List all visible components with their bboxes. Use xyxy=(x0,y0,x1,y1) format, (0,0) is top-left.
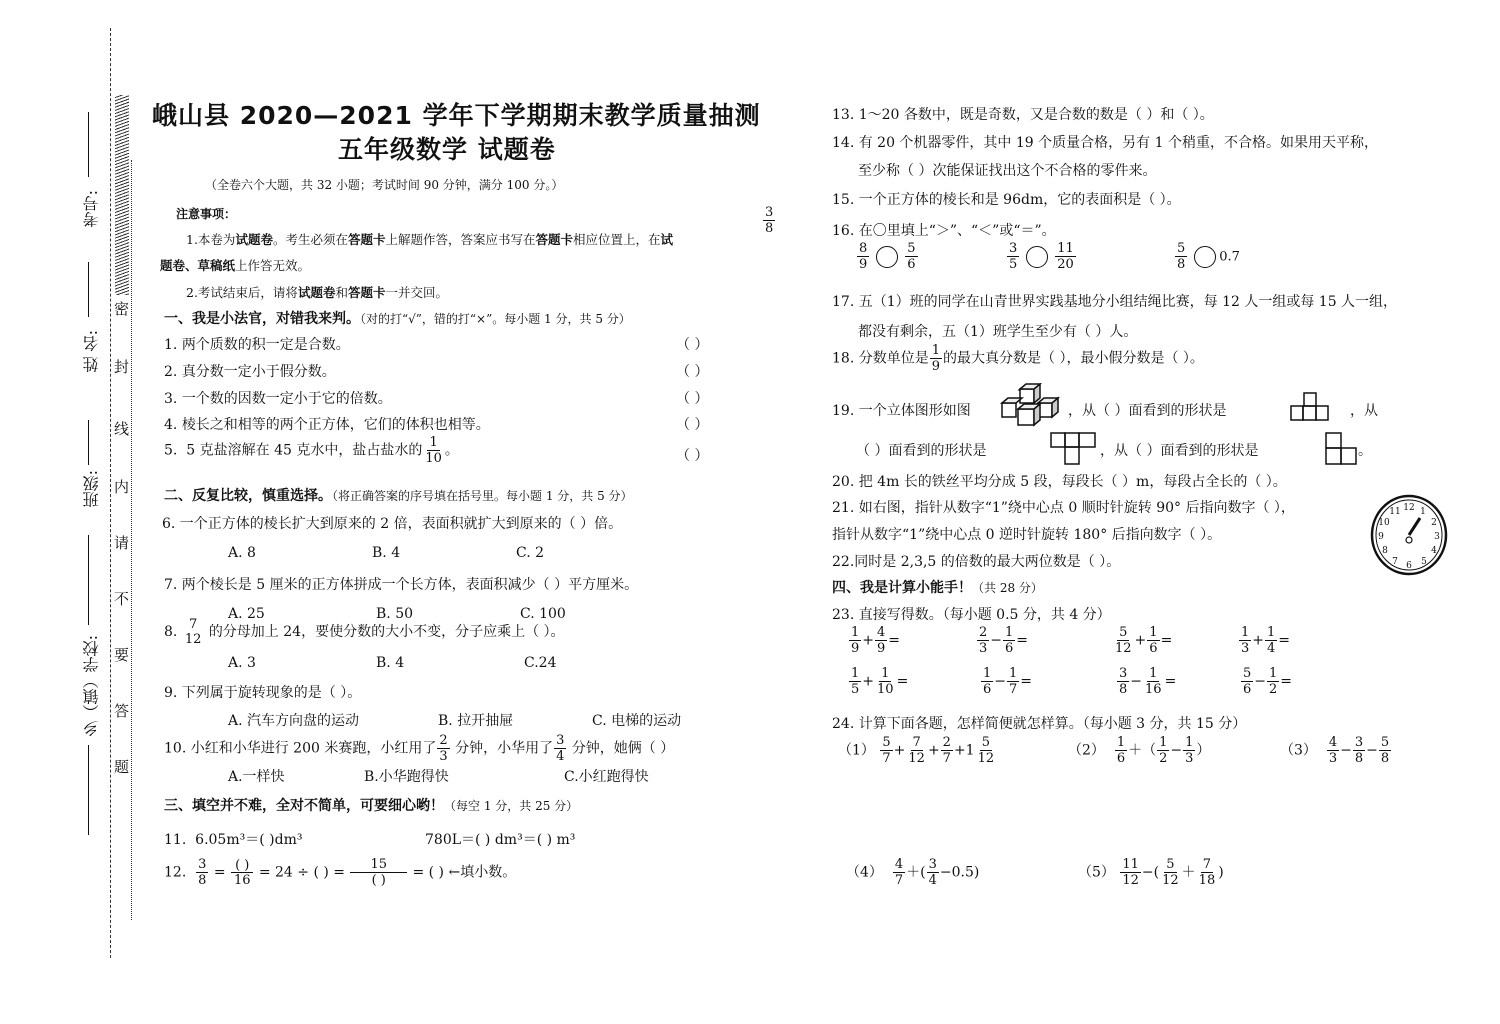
top-view-shape-icon xyxy=(1050,432,1098,466)
q19-part-b: ，从（ ）面看到的形状是 xyxy=(1068,403,1227,419)
svg-text:5: 5 xyxy=(1421,557,1427,567)
q2: 2. 真分数一定小于假分数。 xyxy=(164,364,336,380)
front-view-shape-icon xyxy=(1290,392,1330,422)
q23-item-4[interactable]: $\frac{1}{3}$ + $\frac{1}{4}$ = xyxy=(1241,625,1291,656)
exam-info: （全卷六个大题，共 32 小题；考试时间 90 分钟，满分 100 分。） xyxy=(205,178,564,192)
q8-option-c[interactable]: C.24 xyxy=(524,655,557,671)
field-exam-number-label: 考号: xyxy=(82,190,101,228)
field-school-label: 乡（镇）学校: xyxy=(82,635,101,737)
q9-option-c[interactable]: C. 电梯的运动 xyxy=(592,713,682,729)
q21-cont: 指针从数字“1”绕中心点 0 逆时针旋转 180° 后指向数字（ ）。 xyxy=(832,527,1222,543)
seal-text-2: 线 xyxy=(114,420,130,438)
q19: 19. 一个立体图形如图 xyxy=(832,403,971,419)
q8-option-b[interactable]: B. 4 xyxy=(376,655,405,671)
q7-option-c[interactable]: C. 100 xyxy=(520,606,566,622)
q16: 16. 在〇里填上“＞”、“＜”或“＝”。 xyxy=(832,223,1056,239)
compare-circle[interactable] xyxy=(1194,246,1216,268)
section1-heading: 一、我是小法官，对错我来判。（对的打“√”，错的打“×”。每小题 1 分，共 5 分） xyxy=(164,311,631,327)
q6-option-b[interactable]: B. 4 xyxy=(372,545,401,561)
svg-text:6: 6 xyxy=(1406,561,1412,571)
clock-icon xyxy=(1370,494,1448,576)
q5-answer-blank[interactable]: （ ） xyxy=(676,448,709,464)
q14: 14. 有 20 个机器零件，其中 19 个质量合格，另有 1 个稍重，不合格。如果用天平称， xyxy=(832,135,1378,151)
q6-option-a[interactable]: A. 8 xyxy=(228,545,256,561)
q9-option-b[interactable]: B. 拉开抽屉 xyxy=(438,713,514,729)
svg-text:11: 11 xyxy=(1389,507,1401,517)
svg-text:1: 1 xyxy=(1420,507,1426,517)
q3-answer-blank[interactable]: （ ） xyxy=(676,391,709,407)
q10: 10. 小红和小华进行 200 米赛跑，小红用了 $\frac{2}{3}$ 分钟，小华用了 $\frac{3}{4}$ 分钟，她俩（ ） xyxy=(164,733,675,764)
stray-fraction: $\frac{3}{8}$ xyxy=(765,205,774,236)
field-school-line[interactable] xyxy=(88,535,89,625)
q6: 6. 一个正方体的棱长扩大到原来的 2 倍，表面积就扩大到原来的（ ）倍。 xyxy=(162,516,623,532)
compare-circle[interactable] xyxy=(1026,246,1048,268)
q9-option-a[interactable]: A. 汽车方向盘的运动 xyxy=(228,713,360,729)
q16-compare-3: $\frac{5}{8}$ 0.7 xyxy=(1177,241,1240,272)
q4-answer-blank[interactable]: （ ） xyxy=(676,417,709,433)
seal-text-1: 封 xyxy=(114,358,130,376)
q15: 15. 一个正方体的棱长和是 96dm，它的表面积是（ ）。 xyxy=(832,192,1181,208)
svg-text:8: 8 xyxy=(1382,546,1388,556)
seal-text-0: 密 xyxy=(114,300,130,318)
q7-option-b[interactable]: B. 50 xyxy=(376,606,414,622)
svg-text:12: 12 xyxy=(1403,503,1415,513)
cube-figure-icon xyxy=(998,383,1062,427)
section4-heading: 四、我是计算小能手！（共 28 分） xyxy=(832,580,1043,596)
field-name-label: 姓 名: xyxy=(82,330,101,373)
seal-text-5: 不 xyxy=(114,590,130,608)
q23-item-2[interactable]: $\frac{2}{3}$ − $\frac{1}{6}$ = xyxy=(979,625,1029,656)
seal-text-8: 题 xyxy=(114,758,130,776)
q19-part-c: ，从 xyxy=(1350,403,1378,419)
section2-heading: 二、反复比较，慎重选择。（将正确答案的序号填在括号里。每小题 1 分，共 5 分） xyxy=(164,488,633,504)
q5: 5. 5 克盐溶解在 45 克水中，盐占盐水的 $\frac{1}{10}$ 。 xyxy=(164,435,459,466)
svg-text:3: 3 xyxy=(1434,532,1440,542)
q16-compare-1: $\frac{8}{9}$ $\frac{5}{6}$ xyxy=(859,241,916,272)
q1-answer-blank[interactable]: （ ） xyxy=(676,337,709,353)
compare-circle[interactable] xyxy=(876,246,898,268)
q23-item-8[interactable]: $\frac{5}{6}$ − $\frac{1}{2}$ = xyxy=(1243,666,1293,697)
q24-item-2[interactable]: （2） $\frac{1}{6}$ ＋（ $\frac{1}{2}$ − $\frac{1}{3}$ ） xyxy=(1068,735,1211,766)
q11-part-b: 780L＝( ) dm³＝( ) m³ xyxy=(425,832,576,848)
q24-item-1[interactable]: （1） $\frac{5}{7}$ + $\frac{7}{12}$ + $\frac{2}{7}$ +1 $\frac{5}{12}$ xyxy=(838,735,995,766)
q6-option-c[interactable]: C. 2 xyxy=(516,545,545,561)
q1: 1. 两个质数的积一定是合数。 xyxy=(164,337,350,353)
q16-compare-2: $\frac{3}{5}$ $\frac{11}{20}$ xyxy=(1009,241,1074,272)
svg-text:9: 9 xyxy=(1378,532,1384,542)
q24-item-4[interactable]: （4） $\frac{4}{7}$ ＋( $\frac{3}{4}$ −0.5) xyxy=(846,857,980,888)
q7-option-a[interactable]: A. 25 xyxy=(228,606,265,622)
q23-item-5[interactable]: $\frac{1}{5}$ + $\frac{1}{10}$ = xyxy=(851,666,909,697)
q2-answer-blank[interactable]: （ ） xyxy=(676,364,709,380)
notice-label: 注意事项： xyxy=(176,207,237,221)
q13: 13. 1～20 各数中，既是奇数，又是合数的数是（ ）和（ ）。 xyxy=(832,107,1214,123)
q3: 3. 一个数的因数一定小于它的倍数。 xyxy=(164,391,392,407)
exam-title: 峨山县 2020—2021 学年下学期期末教学质量抽测 xyxy=(152,101,761,130)
seal-text-6: 要 xyxy=(114,646,130,664)
field-class-label: 班级: xyxy=(82,470,101,508)
q23-item-3[interactable]: $\frac{5}{12}$ + $\frac{1}{6}$ = xyxy=(1115,625,1173,656)
q24-item-3[interactable]: （3） $\frac{4}{3}$ − $\frac{3}{8}$ − $\frac{5}{8}$ xyxy=(1280,735,1390,766)
q8: 8. 7 12 的分母加上 24，要使分数的大小不变，分子应乘上（ ）。 xyxy=(164,617,565,647)
exam-subtitle: 五年级数学 试题卷 xyxy=(338,135,556,164)
q12: 12. $\frac{3}{8}$ = $\frac{( )}{16}$ = 24 ÷ ( ) = $\frac{15}{( )}$ = ( ) ←填小数。 xyxy=(164,857,517,888)
q19-part-e: ，从（ ）面看到的形状是 xyxy=(1100,443,1259,459)
q21: 21. 如右图，指针从数字“1”绕中心点 0 顺时针旋转 90° 后指向数字（ ）， xyxy=(832,500,1295,516)
svg-text:10: 10 xyxy=(1378,518,1390,528)
q17: 17. 五（1）班的同学在山青世界实践基地分小组结绳比赛，每 12 人一组或每 15 人一组， xyxy=(832,294,1398,310)
fold-line-inner xyxy=(131,160,132,920)
hatch-strip xyxy=(115,95,129,295)
notice-1: 1.本卷为试题卷。考生必须在答题卡上解题作答，答案应书写在答题卡相应位置上，在试 xyxy=(186,232,674,247)
field-exam-number-line[interactable] xyxy=(88,112,89,177)
q24-item-5[interactable]: （5） $\frac{11}{12}$ −( $\frac{5}{12}$ ＋ $\frac{7}{18}$ ) xyxy=(1078,857,1224,888)
q7: 7. 两个棱长是 5 厘米的正方体拼成一个长方体，表面积减少（ ）平方厘米。 xyxy=(164,577,639,593)
q19-part-f: 。 xyxy=(1358,443,1372,459)
q14-cont: 至少称（ ）次能保证找出这个不合格的零件来。 xyxy=(858,163,1157,179)
q22: 22.同时是 2,3,5 的倍数的最大两位数是（ ）。 xyxy=(832,554,1121,570)
field-class-line[interactable] xyxy=(88,420,89,465)
seal-text-7: 答 xyxy=(114,702,130,720)
q4: 4. 棱长之和相等的两个正方体，它们的体积也相等。 xyxy=(164,417,490,433)
q24: 24. 计算下面各题，怎样简便就怎样算。（每小题 3 分，共 15 分） xyxy=(832,716,1247,732)
q23: 23. 直接写得数。（每小题 0.5 分，共 4 分） xyxy=(832,607,1111,623)
q10-option-b[interactable]: B.小华跑得快 xyxy=(364,769,449,785)
field-township-line[interactable] xyxy=(88,745,89,835)
q11: 11. 6.05m³＝( )dm³ xyxy=(164,832,303,848)
q23-item-1[interactable]: $\frac{1}{9}$ + $\frac{4}{9}$ = xyxy=(851,625,901,656)
q20: 20. 把 4m 长的铁丝平均分成 5 段，每段长（ ）m，每段占全长的（ ）。 xyxy=(832,474,1287,490)
side-view-shape-icon xyxy=(1325,432,1359,466)
seal-text-3: 内 xyxy=(114,478,130,496)
svg-text:7: 7 xyxy=(1392,557,1398,567)
q9: 9. 下列属于旋转现象的是（ ）。 xyxy=(164,685,362,701)
svg-text:4: 4 xyxy=(1431,546,1437,556)
q17-cont: 都没有剩余，五（1）班学生至少有（ ）人。 xyxy=(858,324,1138,340)
section3-heading: 三、填空并不难，全对不简单，可要细心哟！（每空 1 分，共 25 分） xyxy=(164,798,579,814)
fold-line-outer xyxy=(110,28,111,958)
q19-part-d: （ ）面看到的形状是 xyxy=(856,443,987,459)
q10-option-a[interactable]: A.一样快 xyxy=(228,769,285,785)
q8-option-a[interactable]: A. 3 xyxy=(228,655,256,671)
q10-option-c[interactable]: C.小红跑得快 xyxy=(564,769,649,785)
field-name-line[interactable] xyxy=(88,262,89,317)
q23-item-6[interactable]: $\frac{1}{6}$ − $\frac{1}{7}$ = xyxy=(983,666,1033,697)
notice-1-cont: 题卷、草稿纸上作答无效。 xyxy=(160,258,311,273)
notice-2: 2.考试结束后，请将试题卷和答题卡一并交回。 xyxy=(186,285,448,300)
q23-item-7[interactable]: $\frac{3}{8}$ − $\frac{1}{16}$ = xyxy=(1119,666,1177,697)
svg-text:2: 2 xyxy=(1431,518,1437,528)
seal-text-4: 请 xyxy=(114,534,130,552)
q18: 18. 分数单位是 $\frac{1}{9}$ 的最大真分数是（ ），最小假分数是（ ）。 xyxy=(832,343,1204,374)
